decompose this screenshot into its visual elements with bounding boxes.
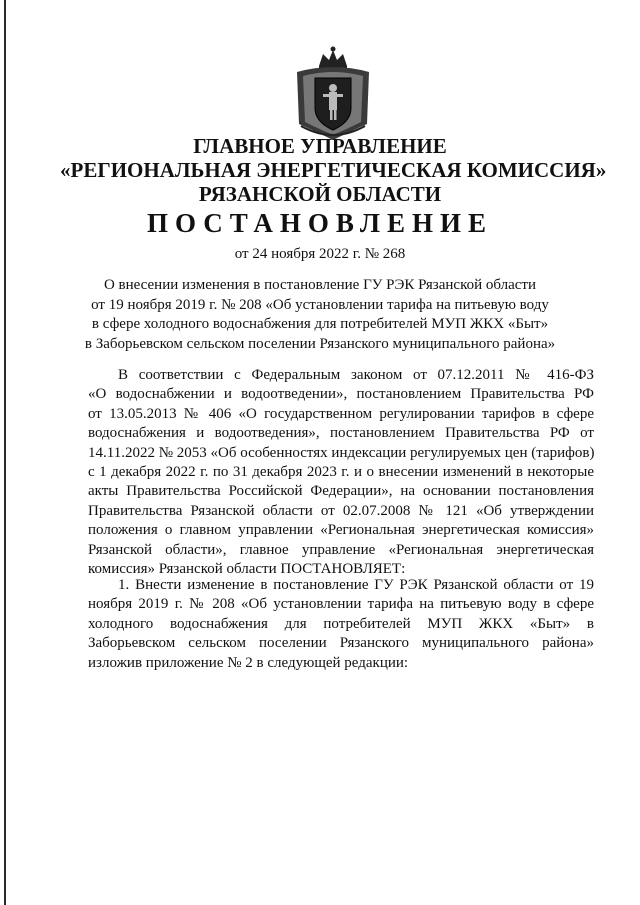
item-1-line: холодного водоснабжения для потребителей МУП ЖКХ «Быт» в (88, 615, 594, 632)
preamble-line: 14.11.2022 № 2053 «Об особенностях индексации регулируемых цен (тарифов) (88, 444, 594, 461)
scan-edge-line (4, 0, 6, 905)
document-subject (70, 276, 570, 354)
subject-line: от 19 ноября 2019 г. № 208 «Об установлении тарифа на питьевую воду (91, 296, 549, 313)
preamble-line: от 13.05.2013 № 406 «О государственном регулировании тарифов в сфере (88, 405, 594, 422)
subject-line: в Заборьевском сельском поселении Рязанского муниципального района» (84, 335, 556, 352)
item-1-line: изложив приложение № 2 в следующей редакции: (88, 654, 409, 671)
header-line-2: «РЕГИОНАЛЬНАЯ ЭНЕРГЕТИЧЕСКАЯ КОМИССИЯ» (60, 158, 607, 182)
issuing-authority-header (60, 134, 607, 206)
preamble-line: «О водоснабжении и водоотведении», постановлением Правительства РФ (88, 386, 594, 403)
preamble-paragraph (88, 366, 594, 579)
item-1-paragraph (88, 576, 594, 673)
preamble-line: с 1 декабря 2022 г. по 31 декабря 2023 г. и о внесении изменений в некоторые (88, 463, 594, 480)
item-1-line: 1. Внести изменение в постановление ГУ РЭК Рязанской области от 19 (118, 577, 594, 593)
preamble-line: Рязанской области», главное управление «Региональная энергетическая (88, 541, 594, 558)
item-1-line: ноября 2019 г. № 208 «Об установлении тарифа на питьевую воду в сфере (88, 596, 594, 613)
preamble-line: водоснабжения и водоотведения», постановлением Правительства РФ от (88, 425, 594, 442)
preamble-line: комиссия» Рязанской области ПОСТАНОВЛЯЕТ: (88, 560, 406, 577)
document-title: ПОСТАНОВЛЕНИЕ (146, 208, 494, 238)
header-line-3: РЯЗАНСКОЙ ОБЛАСТИ (198, 182, 442, 206)
subject-line: в сфере холодного водоснабжения для потребителей МУП ЖКХ «Быт» (91, 316, 549, 332)
item-1-line: Заборьевском сельском поселении Рязанского муниципального района» (88, 635, 594, 652)
preamble-line: акты Правительства Российской Федерации», на основании постановления (88, 483, 594, 500)
document-date-number: от 24 ноября 2022 г. № 268 (234, 246, 406, 262)
header-line-1: ГЛАВНОЕ УПРАВЛЕНИЕ (193, 134, 447, 158)
preamble-line: В соответствии с Федеральным законом от 07.12.2011 № 416-ФЗ (118, 367, 594, 383)
subject-line: О внесении изменения в постановление ГУ РЭК Рязанской области (103, 277, 537, 293)
preamble-line: положения о главном управлении «Региональная энергетическая комиссия» (88, 522, 594, 539)
coat-of-arms-emblem (289, 44, 377, 144)
preamble-line: Правительства Рязанской области от 02.07.2008 № 121 «Об утверждении (88, 502, 594, 519)
